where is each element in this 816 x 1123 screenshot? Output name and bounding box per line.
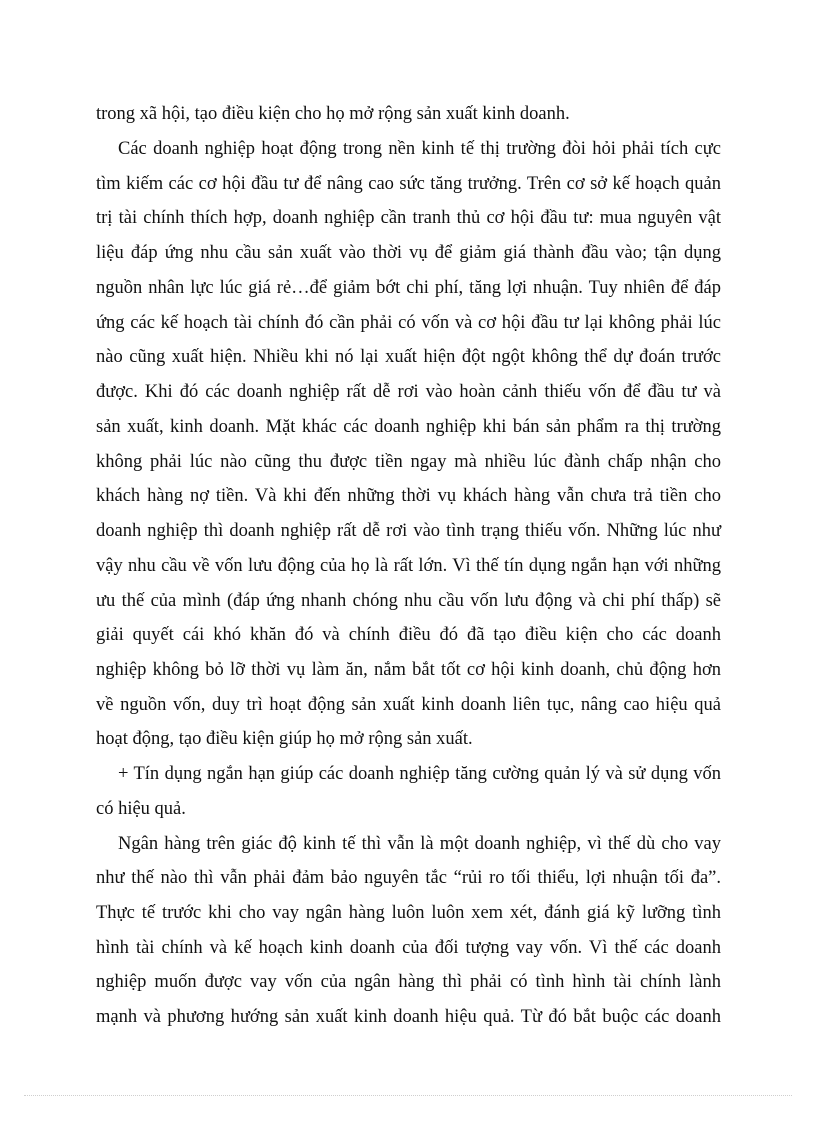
text-line: hoạt động, tạo điều kiện giúp họ mở rộng sản xuất. <box>96 729 473 749</box>
text-line: liệu đáp ứng nhu cầu sản xuất vào thời vụ để giảm giá thành đầu vào; tận dụng <box>96 243 721 263</box>
text-line: khách hàng nợ tiền. Và khi đến những thời vụ khách hàng vẫn chưa trả tiền cho <box>96 486 721 506</box>
text-line: ứng các kế hoạch tài chính đó cần phải có vốn và cơ hội đầu tư lại không phải lúc <box>96 313 721 333</box>
text-line: trong xã hội, tạo điều kiện cho họ mở rộng sản xuất kinh doanh. <box>96 104 570 124</box>
text-line: về nguồn vốn, duy trì hoạt động sản xuất kinh doanh liên tục, nâng cao hiệu quả <box>96 695 721 715</box>
page-bottom-divider <box>24 1095 792 1096</box>
text-line: giải quyết cái khó khăn đó và chính điều đó đã tạo điều kiện cho các doanh <box>96 625 721 645</box>
text-line: nào cũng xuất hiện. Nhiều khi nó lại xuất hiện đột ngột không thể dự đoán trước <box>96 347 721 367</box>
text-line: được. Khi đó các doanh nghiệp rất dễ rơi vào hoàn cảnh thiếu vốn để đầu tư và <box>96 382 721 402</box>
text-line: nghiệp không bỏ lỡ thời vụ làm ăn, nắm bắt tốt cơ hội kinh doanh, chủ động hơn <box>96 660 721 680</box>
text-line: vậy nhu cầu về vốn lưu động của họ là rất lớn. Vì thế tín dụng ngắn hạn với những <box>96 556 721 576</box>
text-line: Ngân hàng trên giác độ kinh tế thì vẫn là một doanh nghiệp, vì thế dù cho vay <box>118 834 721 854</box>
text-line: có hiệu quả. <box>96 799 186 819</box>
text-line: không phải lúc nào cũng thu được tiền ngay mà nhiều lúc đành chấp nhận cho <box>96 452 721 472</box>
text-line: tìm kiếm các cơ hội đầu tư để nâng cao sức tăng trưởng. Trên cơ sở kế hoạch quản <box>96 174 721 194</box>
text-line: ưu thế của mình (đáp ứng nhanh chóng nhu cầu vốn lưu động và chi phí thấp) sẽ <box>96 591 721 611</box>
text-line: mạnh và phương hướng sản xuất kinh doanh hiệu quả. Từ đó bắt buộc các doanh <box>96 1007 721 1027</box>
text-line: sản xuất, kinh doanh. Mặt khác các doanh nghiệp khi bán sản phẩm ra thị trường <box>96 417 721 437</box>
text-line: Các doanh nghiệp hoạt động trong nền kinh tế thị trường đòi hỏi phải tích cực <box>118 139 721 159</box>
text-line: Thực tế trước khi cho vay ngân hàng luôn luôn xem xét, đánh giá kỹ lưỡng tình <box>96 903 721 923</box>
text-line: hình tài chính và kế hoạch kinh doanh của đối tượng vay vốn. Vì thế các doanh <box>96 938 721 958</box>
text-line: doanh nghiệp thì doanh nghiệp rất dễ rơi vào tình trạng thiếu vốn. Những lúc như <box>96 521 721 541</box>
text-line: nguồn nhân lực lúc giá rẻ…để giảm bớt chi phí, tăng lợi nhuận. Tuy nhiên để đáp <box>96 278 721 298</box>
text-line: + Tín dụng ngắn hạn giúp các doanh nghiệp tăng cường quản lý và sử dụng vốn <box>118 764 721 784</box>
text-line: trị tài chính thích hợp, doanh nghiệp cần tranh thủ cơ hội đầu tư: mua nguyên vật <box>96 208 721 228</box>
text-line: nghiệp muốn được vay vốn của ngân hàng thì phải có tình hình tài chính lành <box>96 972 721 992</box>
text-line: như thế nào thì vẫn phải đảm bảo nguyên tắc “rủi ro tối thiểu, lợi nhuận tối đa”. <box>96 868 721 888</box>
